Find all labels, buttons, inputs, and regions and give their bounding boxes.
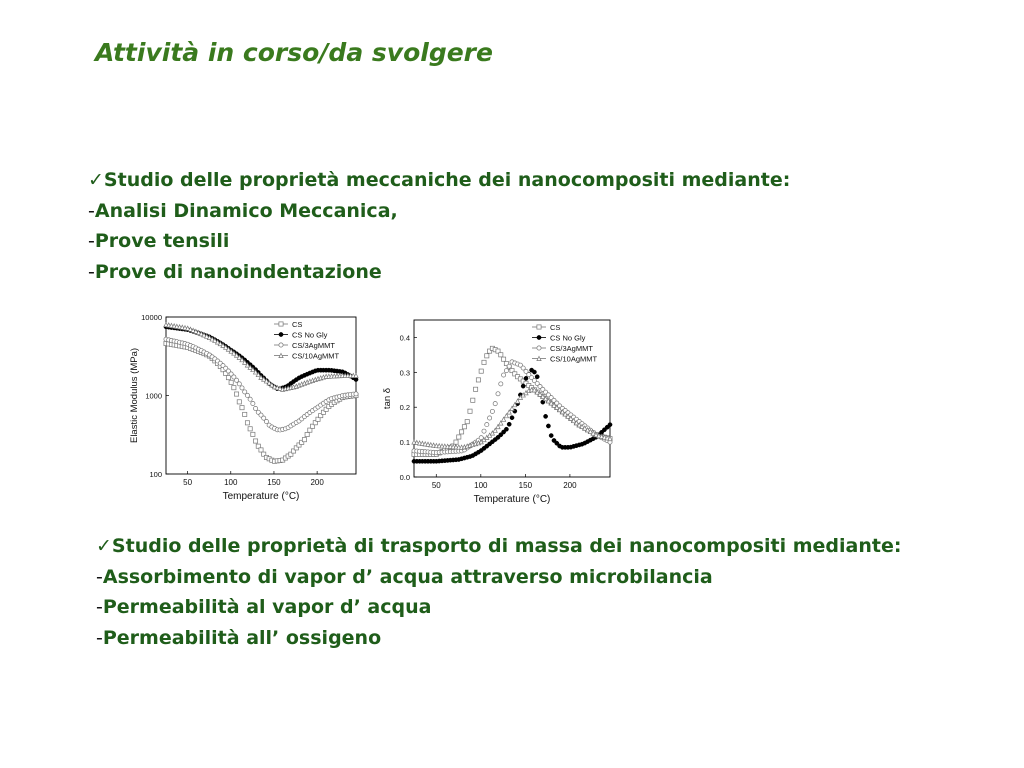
- data-point: [544, 414, 548, 418]
- data-point: [234, 392, 238, 396]
- list-item: -Assorbimento di vapor d’ acqua attraverso microbilancia: [96, 565, 713, 588]
- data-point: [488, 416, 492, 420]
- data-point: [354, 377, 358, 381]
- legend-marker: [279, 343, 283, 347]
- data-point: [237, 382, 241, 386]
- data-point: [457, 435, 461, 439]
- data-point: [226, 376, 230, 380]
- page-title: Attività in corso/da svolgere: [95, 38, 493, 67]
- data-point: [232, 386, 236, 390]
- legend-label: CS No Gly: [550, 333, 586, 343]
- list-item: -Prove tensili: [88, 230, 230, 252]
- data-point: [485, 354, 489, 358]
- tan-delta-chart: [380, 315, 620, 515]
- data-point: [499, 382, 503, 386]
- x-tick-label: 50: [431, 481, 441, 490]
- y-tick-label: 10000: [141, 313, 162, 322]
- data-point: [490, 409, 494, 413]
- legend-marker: [279, 332, 283, 336]
- data-point: [245, 421, 249, 425]
- data-point: [485, 422, 489, 426]
- x-axis-label: Temperature (°C): [473, 494, 551, 505]
- section-heading: [96, 531, 901, 562]
- x-tick-label: 150: [267, 478, 281, 487]
- legend-marker: [537, 346, 541, 350]
- data-point: [229, 380, 233, 384]
- data-point: [546, 424, 550, 428]
- data-point: [479, 369, 483, 373]
- y-axis-label: Elastic Modulus (MPa): [129, 347, 140, 444]
- data-point: [462, 425, 466, 429]
- legend-label: CS: [550, 323, 561, 332]
- x-axis-label: Temperature (°C): [222, 491, 300, 502]
- data-point: [264, 419, 268, 423]
- data-point: [476, 378, 480, 382]
- data-point: [482, 360, 486, 364]
- data-point: [237, 400, 241, 404]
- data-point: [302, 438, 306, 442]
- data-point: [460, 430, 464, 434]
- data-point: [234, 378, 238, 382]
- data-point: [549, 433, 553, 437]
- legend-label: CS No Gly: [292, 330, 328, 340]
- data-point: [471, 398, 475, 402]
- y-tick-label: 1000: [145, 391, 162, 401]
- checkmark-icon: ✓: [96, 535, 112, 557]
- data-point: [248, 397, 252, 401]
- legend-label: CS/3AgMMT: [292, 341, 335, 350]
- data-point: [504, 427, 508, 431]
- data-point: [521, 384, 525, 388]
- data-point: [502, 357, 506, 361]
- list-item: -Analisi Dinamico Meccanica,: [88, 199, 398, 222]
- data-point: [243, 412, 247, 416]
- data-point: [240, 406, 244, 410]
- data-point: [493, 402, 497, 406]
- mechanical-section: [88, 165, 790, 287]
- data-point: [507, 364, 511, 368]
- data-point: [465, 420, 469, 424]
- data-point: [251, 432, 255, 436]
- list-item: -Prove di nanoindentazione: [88, 260, 382, 283]
- y-tick-label: 0.1: [399, 438, 410, 448]
- list-item: -Permeabilità all’ ossigeno: [96, 626, 382, 649]
- y-axis-label: tan δ: [382, 387, 393, 410]
- data-point: [524, 376, 528, 380]
- data-point: [482, 429, 486, 433]
- x-tick-label: 150: [518, 481, 533, 490]
- data-point: [507, 422, 511, 426]
- section-heading-text: Studio delle proprietà meccaniche dei nanocompositi mediante:: [103, 169, 791, 191]
- legend-label: CS/10AgMMT: [550, 354, 598, 364]
- legend-label: CS: [292, 320, 303, 329]
- data-point: [474, 387, 478, 391]
- y-tick-label: 100: [149, 470, 162, 479]
- data-point: [504, 369, 508, 373]
- legend-marker: [279, 322, 283, 326]
- data-point: [608, 423, 612, 427]
- y-tick-label: 0.3: [399, 368, 410, 378]
- data-point: [253, 439, 257, 443]
- section-heading: [88, 165, 790, 196]
- data-point: [245, 393, 249, 397]
- legend-label: CS/10AgMMT: [292, 351, 340, 361]
- x-tick-label: 200: [563, 481, 577, 490]
- y-tick-label: 0.4: [399, 333, 410, 343]
- data-point: [510, 416, 514, 420]
- list-item: -Permeabilità al vapor d’ acqua: [96, 596, 432, 618]
- data-point: [532, 370, 536, 374]
- data-point: [535, 375, 539, 379]
- data-point: [248, 427, 252, 431]
- data-point: [468, 409, 472, 413]
- y-tick-label: 0.0: [399, 473, 410, 482]
- data-point: [454, 440, 458, 444]
- data-point: [502, 373, 506, 377]
- x-tick-label: 100: [474, 481, 488, 490]
- y-tick-label: 0.2: [399, 403, 410, 413]
- x-tick-label: 100: [224, 478, 238, 487]
- data-point: [251, 401, 255, 405]
- data-point: [259, 448, 263, 452]
- x-tick-label: 200: [310, 478, 324, 487]
- data-point: [253, 406, 257, 410]
- checkmark-icon: ✓: [88, 169, 104, 191]
- transport-section: [96, 531, 901, 653]
- legend-label: CS/3AgMMT: [550, 344, 593, 353]
- legend-marker: [537, 325, 541, 329]
- data-point: [499, 353, 503, 357]
- data-point: [496, 392, 500, 396]
- data-point: [354, 392, 358, 396]
- data-point: [240, 386, 244, 390]
- x-tick-label: 50: [183, 478, 193, 487]
- elastic-modulus-chart: [120, 305, 370, 510]
- section-heading-text: Studio delle proprietà di trasporto di massa dei nanocompositi mediante:: [111, 535, 902, 557]
- data-point: [305, 432, 309, 436]
- legend-marker: [537, 335, 541, 339]
